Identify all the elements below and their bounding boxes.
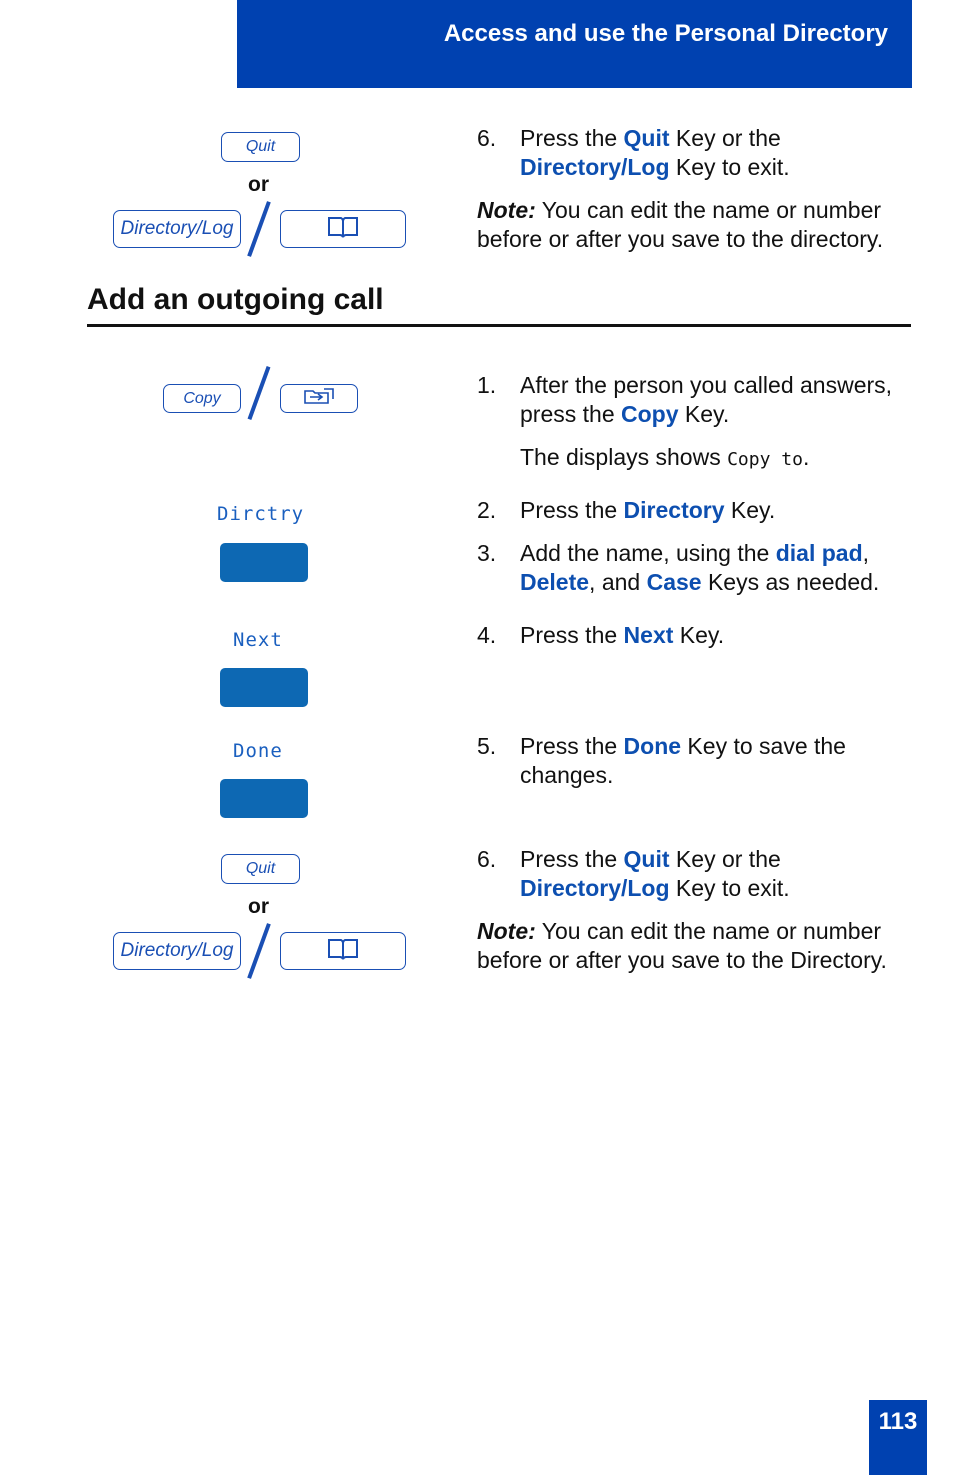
bottom-note (477, 917, 897, 975)
note-text: You can edit the name or number before or after you save to the directory. (477, 197, 884, 252)
step-1-display (477, 443, 907, 474)
step-number: 4. (477, 622, 497, 648)
step-text: Key. (673, 622, 725, 648)
slash-divider (247, 923, 271, 979)
lcd-dirctry: Dirctry (217, 503, 305, 525)
note-label: Note: (477, 197, 536, 223)
next-keyword: Next (623, 622, 674, 648)
step-text: Add the name, using the (520, 540, 776, 566)
step-number: 5. (477, 733, 497, 759)
step-6 (477, 845, 907, 903)
step-1 (477, 371, 907, 429)
top-note (477, 196, 897, 254)
dirctry-soft-key[interactable] (220, 543, 308, 582)
quit-key-label: Quit (245, 138, 276, 155)
copy-key-label: Copy (183, 390, 221, 407)
section-title: Add an outgoing call (87, 283, 384, 316)
step-number: 3. (477, 540, 497, 566)
directory-log-keyword: Directory/Log (520, 154, 670, 180)
book-icon (326, 937, 360, 966)
header-bar (237, 0, 912, 88)
or-label: or (248, 895, 269, 918)
page-number: 113 (878, 1408, 918, 1435)
step-4 (477, 621, 907, 650)
step-text: Key to exit. (669, 154, 790, 180)
step-text: Press the (520, 622, 624, 648)
step-2 (477, 496, 907, 525)
step-text: Key or the (669, 125, 781, 151)
slash-divider (247, 201, 271, 257)
step-text: Key to save the changes. (520, 733, 846, 788)
header-title: Access and use the Personal Directory (443, 20, 888, 47)
done-soft-key[interactable] (220, 779, 308, 818)
directory-log-key[interactable] (113, 210, 241, 248)
step-3 (477, 539, 907, 597)
book-icon (326, 215, 360, 244)
directory-keyword: Directory (623, 497, 725, 523)
delete-keyword: Delete (520, 569, 590, 595)
copy-keyword: Copy (621, 401, 679, 427)
display-value: Copy to (727, 449, 803, 470)
quit-keyword: Quit (623, 846, 670, 872)
dial-pad-keyword: dial pad (775, 540, 863, 566)
step-text: Key. (678, 401, 730, 427)
directory-book-key[interactable] (280, 932, 406, 970)
copy-folder-icon (302, 386, 336, 411)
next-soft-key[interactable] (220, 668, 308, 707)
step-number: 6. (477, 846, 497, 872)
directory-book-key[interactable] (280, 210, 406, 248)
case-keyword: Case (646, 569, 702, 595)
top-step-6 (477, 124, 907, 182)
step-text: , (862, 540, 870, 566)
display-prefix: The displays shows (520, 444, 728, 470)
page-number-badge (869, 1400, 927, 1475)
step-text: Press the (520, 125, 624, 151)
directory-log-key-label: Directory/Log (120, 940, 234, 961)
copy-key[interactable] (163, 384, 241, 413)
step-text: Keys as needed. (701, 569, 880, 595)
section-rule (87, 324, 911, 327)
step-number: 6. (477, 125, 497, 151)
display-suffix: . (802, 444, 810, 470)
or-label: or (248, 173, 269, 196)
directory-log-keyword: Directory/Log (520, 875, 670, 901)
step-text: Press the (520, 846, 624, 872)
step-text: Press the (520, 733, 624, 759)
note-text: You can edit the name or number before or after you save to the Directory. (477, 918, 887, 973)
note-label: Note: (477, 918, 536, 944)
lcd-next: Next (233, 629, 283, 651)
step-text: Key or the (669, 846, 781, 872)
quit-keyword: Quit (623, 125, 670, 151)
step-text: , and (589, 569, 647, 595)
slash-divider (248, 366, 271, 420)
step-text: Key. (724, 497, 776, 523)
step-5 (477, 732, 857, 790)
quit-key[interactable] (221, 854, 300, 884)
step-text: Press the (520, 497, 624, 523)
step-number: 1. (477, 372, 497, 398)
step-number: 2. (477, 497, 497, 523)
quit-key-label: Quit (245, 860, 276, 877)
step-text: Key to exit. (669, 875, 790, 901)
quit-key[interactable] (221, 132, 300, 162)
directory-log-key-label: Directory/Log (120, 218, 234, 239)
directory-log-key[interactable] (113, 932, 241, 970)
copy-icon-key[interactable] (280, 384, 358, 413)
done-keyword: Done (623, 733, 682, 759)
lcd-done: Done (233, 740, 283, 762)
step-text: After the person you called answers, press the (520, 372, 893, 427)
